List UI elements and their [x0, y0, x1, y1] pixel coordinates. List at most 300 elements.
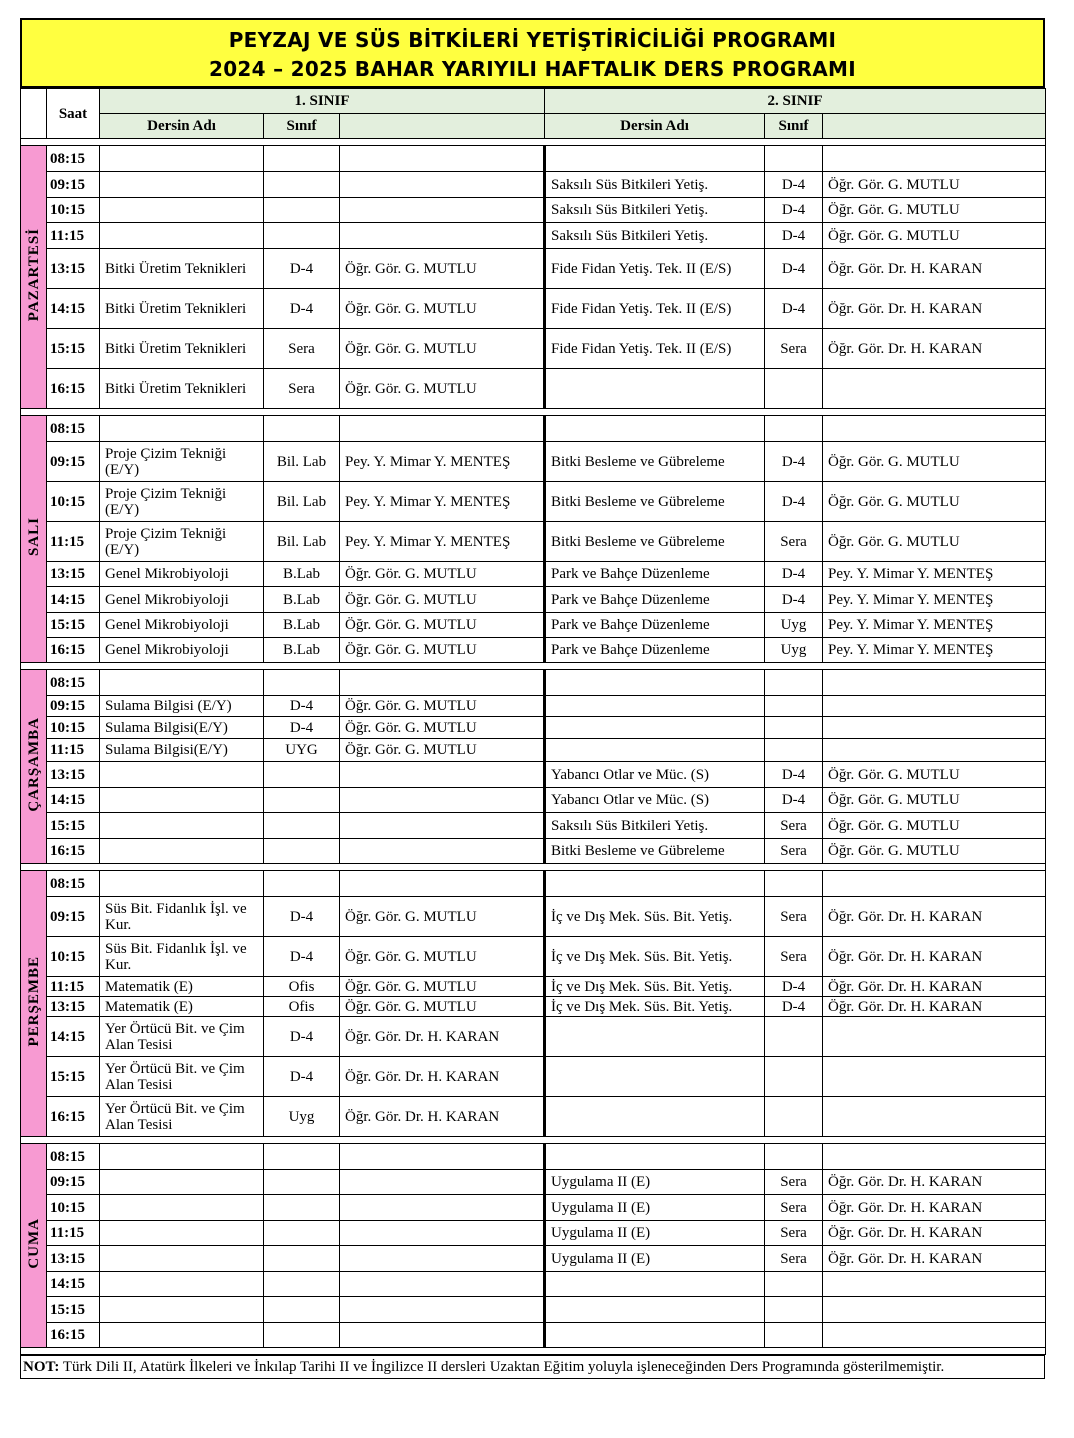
class1-instructor: [340, 839, 545, 864]
class2-instructor: Öğr. Gör. G. MUTLU: [823, 198, 1046, 223]
time-cell: 10:15: [47, 198, 100, 223]
time-row: [21, 1221, 1046, 1246]
class1-instructor: Pey. Y. Mimar Y. MENTEŞ: [340, 482, 545, 522]
time-cell: 11:15: [47, 522, 100, 562]
time-row: [21, 638, 1046, 663]
time-row: [21, 839, 1046, 864]
class1-room: D-4: [264, 696, 340, 717]
class2-instructor: Pey. Y. Mimar Y. MENTEŞ: [823, 562, 1046, 587]
class1-instructor: [340, 813, 545, 839]
time-row: [21, 369, 1046, 409]
time-cell: 08:15: [47, 416, 100, 442]
time-row: [21, 172, 1046, 198]
header-room-1: Sınıf: [264, 114, 340, 139]
class1-course-name: Genel Mikrobiyoloji: [100, 587, 264, 613]
header-course-1: Dersin Adı: [100, 114, 264, 139]
time-cell: 14:15: [47, 1017, 100, 1057]
class1-room: D-4: [264, 289, 340, 329]
class2-room: [765, 739, 823, 762]
class2-room: Sera: [765, 1221, 823, 1246]
class2-room: [765, 369, 823, 409]
class2-course-name: İç ve Dış Mek. Süs. Bit. Yetiş.: [545, 937, 765, 977]
day-label: PAZARTESİ: [25, 228, 42, 322]
class1-course-name: Bitki Üretim Teknikleri: [100, 329, 264, 369]
class2-course-name: Uygulama II (E): [545, 1170, 765, 1195]
day-label: CUMA: [25, 1218, 42, 1269]
class2-instructor: Öğr. Gör. G. MUTLU: [823, 522, 1046, 562]
class1-course-name: [100, 1246, 264, 1272]
class2-room: D-4: [765, 977, 823, 997]
time-cell: 13:15: [47, 1246, 100, 1272]
time-row: [21, 1323, 1046, 1348]
class2-room: D-4: [765, 788, 823, 813]
class2-room: [765, 1017, 823, 1057]
class1-course-name: [100, 871, 264, 897]
time-row: [21, 1272, 1046, 1297]
class1-room: Bil. Lab: [264, 522, 340, 562]
time-cell: 13:15: [47, 997, 100, 1017]
class2-room: [765, 146, 823, 172]
class1-course-name: Bitki Üretim Teknikleri: [100, 369, 264, 409]
day-label-cell: [21, 146, 47, 409]
class1-instructor: Öğr. Gör. G. MUTLU: [340, 562, 545, 587]
class2-course-name: İç ve Dış Mek. Süs. Bit. Yetiş.: [545, 977, 765, 997]
class2-course-name: Yabancı Otlar ve Müc. (S): [545, 762, 765, 788]
time-cell: 10:15: [47, 717, 100, 739]
class1-room: [264, 1170, 340, 1195]
class2-course-name: Bitki Besleme ve Gübreleme: [545, 442, 765, 482]
class2-instructor: [823, 871, 1046, 897]
class1-instructor: Öğr. Gör. G. MUTLU: [340, 717, 545, 739]
time-cell: 16:15: [47, 1323, 100, 1348]
class1-room: [264, 1195, 340, 1221]
class1-course-name: [100, 1297, 264, 1323]
class1-room: UYG: [264, 739, 340, 762]
class1-course-name: [100, 1323, 264, 1348]
time-cell: 08:15: [47, 670, 100, 696]
class1-instructor: [340, 416, 545, 442]
class1-room: Ofis: [264, 977, 340, 997]
header-course-2: Dersin Adı: [545, 114, 765, 139]
class1-course-name: Yer Örtücü Bit. ve Çim Alan Tesisi: [100, 1017, 264, 1057]
class1-room: [264, 1272, 340, 1297]
class1-course-name: Proje Çizim Tekniği (E/Y): [100, 522, 264, 562]
class2-instructor: Öğr. Gör. G. MUTLU: [823, 788, 1046, 813]
class1-room: D-4: [264, 1057, 340, 1097]
time-row: [21, 1144, 1046, 1170]
class1-instructor: [340, 1246, 545, 1272]
class2-room: Sera: [765, 937, 823, 977]
class2-course-name: Bitki Besleme ve Gübreleme: [545, 482, 765, 522]
class1-course-name: Sulama Bilgisi(E/Y): [100, 739, 264, 762]
class1-instructor: Öğr. Gör. G. MUTLU: [340, 289, 545, 329]
time-row: [21, 249, 1046, 289]
time-row: [21, 329, 1046, 369]
class2-course-name: Fide Fidan Yetiş. Tek. II (E/S): [545, 289, 765, 329]
class1-instructor: Öğr. Gör. G. MUTLU: [340, 249, 545, 289]
note-cell: [21, 1356, 1045, 1379]
class1-instructor: Öğr. Gör. Dr. H. KARAN: [340, 1057, 545, 1097]
class1-course-name: Proje Çizim Tekniği (E/Y): [100, 442, 264, 482]
class2-room: [765, 670, 823, 696]
class1-course-name: Yer Örtücü Bit. ve Çim Alan Tesisi: [100, 1097, 264, 1137]
header-class-2: 2. SINIF: [545, 89, 1046, 114]
class2-course-name: [545, 1323, 765, 1348]
class2-course-name: Uygulama II (E): [545, 1195, 765, 1221]
class1-room: B.Lab: [264, 562, 340, 587]
class2-course-name: [545, 1144, 765, 1170]
class2-course-name: [545, 369, 765, 409]
time-row: [21, 587, 1046, 613]
class2-course-name: Saksılı Süs Bitkileri Yetiş.: [545, 223, 765, 249]
class2-course-name: [545, 1017, 765, 1057]
time-cell: 15:15: [47, 613, 100, 638]
class1-course-name: [100, 1195, 264, 1221]
class1-instructor: Pey. Y. Mimar Y. MENTEŞ: [340, 522, 545, 562]
class1-room: [264, 871, 340, 897]
time-row: [21, 897, 1046, 937]
class2-instructor: Öğr. Gör. Dr. H. KARAN: [823, 329, 1046, 369]
note-label: NOT:: [23, 1359, 60, 1375]
class1-course-name: Genel Mikrobiyoloji: [100, 562, 264, 587]
class1-course-name: [100, 198, 264, 223]
class1-course-name: [100, 670, 264, 696]
class1-course-name: [100, 223, 264, 249]
class1-instructor: [340, 1221, 545, 1246]
class1-course-name: Süs Bit. Fidanlık İşl. ve Kur.: [100, 937, 264, 977]
class1-course-name: [100, 416, 264, 442]
class2-room: D-4: [765, 442, 823, 482]
header-row-2: [21, 114, 1046, 139]
time-row: [21, 717, 1046, 739]
class1-room: [264, 670, 340, 696]
class2-room: D-4: [765, 249, 823, 289]
header-row-1: [21, 89, 1046, 114]
class1-instructor: [340, 1170, 545, 1195]
class2-course-name: İç ve Dış Mek. Süs. Bit. Yetiş.: [545, 997, 765, 1017]
time-cell: 10:15: [47, 1195, 100, 1221]
class1-instructor: Öğr. Gör. G. MUTLU: [340, 937, 545, 977]
class1-room: [264, 172, 340, 198]
time-row: [21, 1297, 1046, 1323]
class2-course-name: Fide Fidan Yetiş. Tek. II (E/S): [545, 329, 765, 369]
class2-instructor: [823, 1272, 1046, 1297]
class1-room: Sera: [264, 369, 340, 409]
class1-instructor: [340, 762, 545, 788]
class2-instructor: Öğr. Gör. Dr. H. KARAN: [823, 897, 1046, 937]
class2-room: Sera: [765, 1246, 823, 1272]
class2-instructor: [823, 1017, 1046, 1057]
class2-room: D-4: [765, 482, 823, 522]
class2-course-name: Park ve Bahçe Düzenleme: [545, 613, 765, 638]
class1-room: [264, 839, 340, 864]
class1-instructor: Öğr. Gör. G. MUTLU: [340, 329, 545, 369]
time-row: [21, 416, 1046, 442]
class1-room: D-4: [264, 717, 340, 739]
class2-course-name: Yabancı Otlar ve Müc. (S): [545, 788, 765, 813]
time-row: [21, 739, 1046, 762]
class1-room: B.Lab: [264, 638, 340, 663]
time-cell: 09:15: [47, 1170, 100, 1195]
class1-room: [264, 762, 340, 788]
class2-room: [765, 416, 823, 442]
header-teacher-1: [340, 114, 545, 139]
class1-course-name: Genel Mikrobiyoloji: [100, 613, 264, 638]
day-label-cell: [21, 871, 47, 1137]
day-label: PERŞEMBE: [25, 956, 42, 1047]
class2-instructor: [823, 1097, 1046, 1137]
class1-instructor: Öğr. Gör. G. MUTLU: [340, 587, 545, 613]
class1-instructor: [340, 788, 545, 813]
class1-instructor: [340, 871, 545, 897]
class2-room: Sera: [765, 329, 823, 369]
class2-instructor: Öğr. Gör. G. MUTLU: [823, 482, 1046, 522]
class2-instructor: Öğr. Gör. G. MUTLU: [823, 839, 1046, 864]
time-cell: 11:15: [47, 1221, 100, 1246]
class2-instructor: Öğr. Gör. Dr. H. KARAN: [823, 1195, 1046, 1221]
time-cell: 13:15: [47, 562, 100, 587]
class1-instructor: [340, 223, 545, 249]
time-cell: 15:15: [47, 329, 100, 369]
class2-course-name: Park ve Bahçe Düzenleme: [545, 562, 765, 587]
class2-instructor: [823, 1297, 1046, 1323]
class2-course-name: [545, 1297, 765, 1323]
time-row: [21, 198, 1046, 223]
class2-course-name: [545, 416, 765, 442]
time-row: [21, 997, 1046, 1017]
class1-room: B.Lab: [264, 587, 340, 613]
time-row: [21, 1170, 1046, 1195]
class1-room: [264, 788, 340, 813]
schedule-table: [20, 88, 1046, 1355]
time-row: [21, 1097, 1046, 1137]
class2-instructor: Öğr. Gör. G. MUTLU: [823, 172, 1046, 198]
time-row: [21, 696, 1046, 717]
class2-instructor: Öğr. Gör. Dr. H. KARAN: [823, 977, 1046, 997]
class1-course-name: [100, 1170, 264, 1195]
day-separator-cell: [21, 409, 1046, 416]
day-separator: [21, 663, 1046, 670]
class2-course-name: [545, 1057, 765, 1097]
class2-room: [765, 1323, 823, 1348]
time-cell: 13:15: [47, 249, 100, 289]
time-row: [21, 937, 1046, 977]
class1-room: D-4: [264, 897, 340, 937]
title-banner: [20, 18, 1045, 88]
day-separator-cell: [21, 1137, 1046, 1144]
class1-course-name: [100, 146, 264, 172]
day-separator: [21, 139, 1046, 146]
class2-instructor: [823, 1323, 1046, 1348]
class1-course-name: [100, 813, 264, 839]
class2-course-name: [545, 146, 765, 172]
day-separator-cell: [21, 663, 1046, 670]
class2-course-name: Saksılı Süs Bitkileri Yetiş.: [545, 813, 765, 839]
class2-course-name: İç ve Dış Mek. Süs. Bit. Yetiş.: [545, 897, 765, 937]
time-row: [21, 977, 1046, 997]
class2-room: [765, 717, 823, 739]
class2-instructor: [823, 739, 1046, 762]
class2-room: D-4: [765, 562, 823, 587]
time-row: [21, 1246, 1046, 1272]
class1-room: Sera: [264, 329, 340, 369]
class2-room: Sera: [765, 813, 823, 839]
class1-instructor: Öğr. Gör. G. MUTLU: [340, 638, 545, 663]
class1-instructor: [340, 146, 545, 172]
class2-course-name: [545, 670, 765, 696]
class2-room: D-4: [765, 172, 823, 198]
class1-room: [264, 198, 340, 223]
class2-instructor: [823, 696, 1046, 717]
time-cell: 16:15: [47, 839, 100, 864]
day-label: SALI: [25, 517, 42, 557]
class2-instructor: Öğr. Gör. Dr. H. KARAN: [823, 249, 1046, 289]
class1-instructor: Öğr. Gör. G. MUTLU: [340, 696, 545, 717]
class2-room: Uyg: [765, 613, 823, 638]
class2-room: [765, 1097, 823, 1137]
class2-room: D-4: [765, 198, 823, 223]
class1-room: Bil. Lab: [264, 442, 340, 482]
time-cell: 10:15: [47, 482, 100, 522]
schedule-sheet: [20, 18, 1045, 1379]
class2-course-name: Saksılı Süs Bitkileri Yetiş.: [545, 198, 765, 223]
time-row: [21, 146, 1046, 172]
time-row: [21, 1017, 1046, 1057]
note-table: [20, 1355, 1045, 1379]
class1-course-name: Genel Mikrobiyoloji: [100, 638, 264, 663]
class1-instructor: Pey. Y. Mimar Y. MENTEŞ: [340, 442, 545, 482]
class2-course-name: Bitki Besleme ve Gübreleme: [545, 839, 765, 864]
class2-instructor: Öğr. Gör. Dr. H. KARAN: [823, 289, 1046, 329]
class1-instructor: [340, 1272, 545, 1297]
time-cell: 08:15: [47, 1144, 100, 1170]
time-row: [21, 522, 1046, 562]
day-label: ÇARŞAMBA: [25, 717, 42, 812]
class2-course-name: [545, 1097, 765, 1137]
class2-course-name: Fide Fidan Yetiş. Tek. II (E/S): [545, 249, 765, 289]
class1-course-name: Matematik (E): [100, 997, 264, 1017]
class1-instructor: [340, 198, 545, 223]
class2-room: [765, 871, 823, 897]
class2-room: D-4: [765, 289, 823, 329]
day-separator-cell: [21, 139, 1046, 146]
time-row: [21, 788, 1046, 813]
class1-course-name: [100, 1144, 264, 1170]
class1-instructor: [340, 1195, 545, 1221]
class2-course-name: [545, 871, 765, 897]
class1-instructor: [340, 172, 545, 198]
class2-instructor: Öğr. Gör. Dr. H. KARAN: [823, 1221, 1046, 1246]
class1-room: D-4: [264, 249, 340, 289]
class2-room: [765, 1297, 823, 1323]
title-line-1: PEYZAJ VE SÜS BİTKİLERİ YETİŞTİRİCİLİĞİ PROGRAMI: [228, 28, 837, 52]
time-cell: 14:15: [47, 289, 100, 329]
class1-instructor: Öğr. Gör. G. MUTLU: [340, 613, 545, 638]
note-row: [21, 1356, 1045, 1379]
class1-room: Uyg: [264, 1097, 340, 1137]
time-cell: 16:15: [47, 1097, 100, 1137]
day-separator-cell: [21, 1348, 1046, 1355]
class1-instructor: Öğr. Gör. G. MUTLU: [340, 977, 545, 997]
class2-room: D-4: [765, 762, 823, 788]
class2-room: [765, 1057, 823, 1097]
day-label-cell: [21, 1144, 47, 1348]
class1-course-name: [100, 839, 264, 864]
time-row: [21, 289, 1046, 329]
class1-room: [264, 1323, 340, 1348]
class1-room: [264, 146, 340, 172]
class2-instructor: [823, 717, 1046, 739]
class1-instructor: Öğr. Gör. G. MUTLU: [340, 739, 545, 762]
class1-instructor: Öğr. Gör. G. MUTLU: [340, 897, 545, 937]
class2-instructor: Öğr. Gör. G. MUTLU: [823, 813, 1046, 839]
class1-course-name: Sulama Bilgisi (E/Y): [100, 696, 264, 717]
class2-room: [765, 1144, 823, 1170]
class2-instructor: Pey. Y. Mimar Y. MENTEŞ: [823, 587, 1046, 613]
class2-instructor: Öğr. Gör. Dr. H. KARAN: [823, 1246, 1046, 1272]
class2-instructor: Öğr. Gör. Dr. H. KARAN: [823, 997, 1046, 1017]
class2-instructor: Öğr. Gör. Dr. H. KARAN: [823, 1170, 1046, 1195]
class1-room: [264, 1144, 340, 1170]
time-cell: 10:15: [47, 937, 100, 977]
time-cell: 16:15: [47, 369, 100, 409]
class2-instructor: Pey. Y. Mimar Y. MENTEŞ: [823, 613, 1046, 638]
day-separator-cell: [21, 864, 1046, 871]
time-cell: 08:15: [47, 871, 100, 897]
class2-instructor: [823, 146, 1046, 172]
class2-instructor: [823, 369, 1046, 409]
time-cell: 09:15: [47, 897, 100, 937]
header-corner: [21, 89, 47, 139]
class1-room: Bil. Lab: [264, 482, 340, 522]
day-separator: [21, 1348, 1046, 1355]
class1-course-name: Bitki Üretim Teknikleri: [100, 289, 264, 329]
title-line-2: 2024 – 2025 BAHAR YARIYILI HAFTALIK DERS PROGRAMI: [208, 57, 856, 81]
class1-course-name: Bitki Üretim Teknikleri: [100, 249, 264, 289]
time-cell: 11:15: [47, 739, 100, 762]
time-row: [21, 482, 1046, 522]
time-cell: 14:15: [47, 587, 100, 613]
class2-course-name: [545, 739, 765, 762]
time-cell: 13:15: [47, 762, 100, 788]
class2-instructor: Öğr. Gör. G. MUTLU: [823, 762, 1046, 788]
class2-course-name: Park ve Bahçe Düzenleme: [545, 638, 765, 663]
day-label-cell: [21, 670, 47, 864]
class2-instructor: [823, 1144, 1046, 1170]
time-cell: 11:15: [47, 977, 100, 997]
class2-course-name: [545, 696, 765, 717]
class2-room: Uyg: [765, 638, 823, 663]
time-row: [21, 670, 1046, 696]
header-teacher-2: [823, 114, 1046, 139]
class1-instructor: [340, 670, 545, 696]
class2-course-name: [545, 1272, 765, 1297]
class1-room: D-4: [264, 937, 340, 977]
header-room-2: Sınıf: [765, 114, 823, 139]
class2-course-name: Uygulama II (E): [545, 1221, 765, 1246]
class1-instructor: Öğr. Gör. G. MUTLU: [340, 369, 545, 409]
class2-course-name: Uygulama II (E): [545, 1246, 765, 1272]
time-cell: 14:15: [47, 788, 100, 813]
time-cell: 15:15: [47, 1057, 100, 1097]
class1-room: D-4: [264, 1017, 340, 1057]
time-cell: 09:15: [47, 442, 100, 482]
time-cell: 16:15: [47, 638, 100, 663]
header-saat: Saat: [47, 89, 100, 139]
class1-room: [264, 223, 340, 249]
header-class-1: 1. SINIF: [100, 89, 545, 114]
class2-room: Sera: [765, 1170, 823, 1195]
